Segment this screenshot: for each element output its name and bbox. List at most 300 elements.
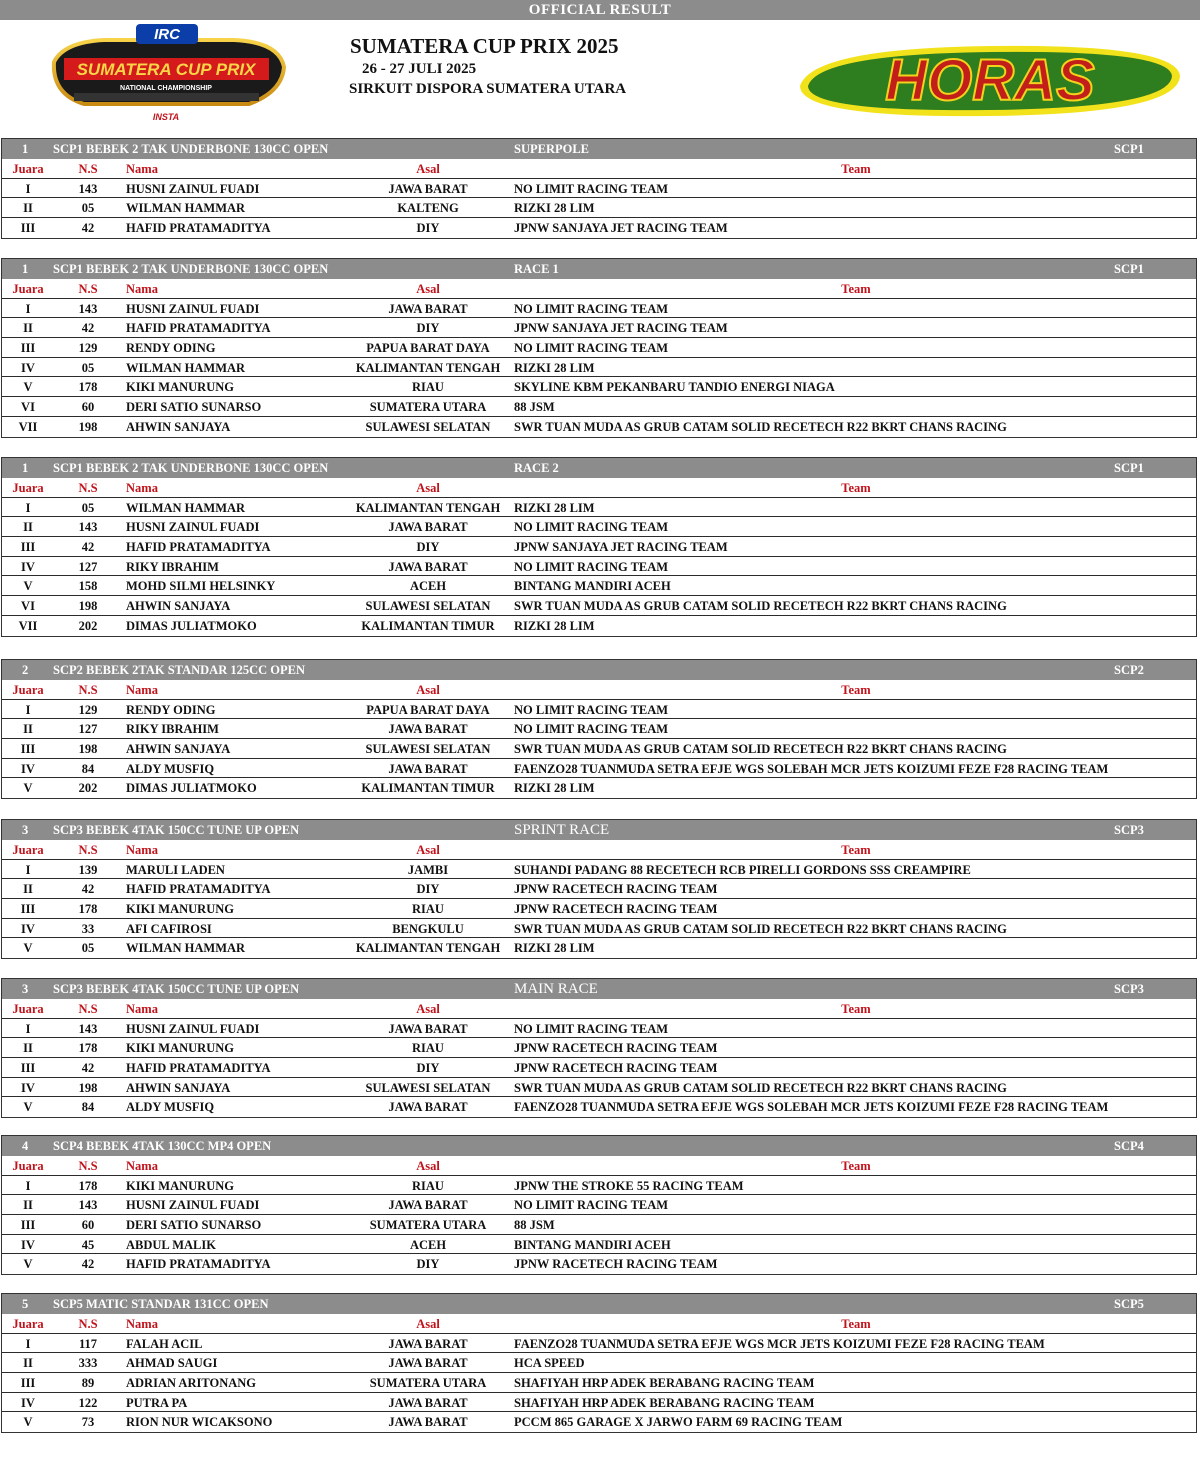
cell-name: KIKI MANURUNG	[126, 380, 234, 395]
cell-ns: 158	[78, 579, 98, 594]
column-header-name: Nama	[126, 282, 158, 296]
section-header	[2, 820, 1196, 840]
cell-pos: I	[25, 862, 31, 877]
cell-ns: 143	[78, 301, 98, 316]
column-header-row	[2, 1156, 1196, 1176]
cell-pos: V	[23, 941, 33, 956]
cell-asal: SULAWESI SELATAN	[365, 742, 491, 757]
cell-pos: IV	[21, 559, 35, 574]
cell-ns: 05	[81, 500, 95, 515]
section-header	[2, 1136, 1196, 1156]
cell-asal: JAWA BARAT	[388, 1356, 468, 1371]
column-header-pos: Juara	[12, 481, 44, 495]
column-header-team: Team	[841, 1159, 871, 1173]
column-header-pos: Juara	[12, 1317, 44, 1331]
table-row	[2, 377, 1196, 397]
cell-ns: 05	[81, 201, 95, 216]
table-row	[2, 879, 1196, 899]
class-code: SCP2	[1114, 663, 1144, 677]
column-header-pos: Juara	[12, 843, 44, 857]
class-title: SCP1 BEBEK 2 TAK UNDERBONE 130CC OPEN	[53, 262, 329, 276]
column-header-pos: Juara	[12, 683, 44, 697]
event-date: 26 - 27 JULI 2025	[362, 61, 477, 77]
cell-asal: ACEH	[409, 1237, 447, 1252]
cell-team: JPNW RACETECH RACING TEAM	[514, 902, 718, 917]
column-header-pos: Juara	[12, 162, 44, 176]
table-row	[2, 198, 1196, 218]
cell-ns: 60	[81, 400, 95, 415]
cell-ns: 202	[78, 781, 98, 796]
cell-team: SUHANDI PADANG 88 RECETECH RCB PIRELLI GORDONS SSS CREAMPIRE	[514, 862, 971, 877]
cell-pos: I	[25, 1336, 31, 1351]
cell-pos: IV	[21, 1237, 35, 1252]
cell-name: HAFID PRATAMADITYA	[126, 882, 271, 897]
column-header-row	[2, 680, 1196, 700]
cell-ns: 198	[78, 742, 98, 757]
cell-team: RIZKI 28 LIM	[514, 618, 595, 633]
class-code: SCP4	[1114, 1139, 1144, 1153]
cell-name: AHWIN SANJAYA	[126, 1080, 231, 1095]
cell-team: SWR TUAN MUDA AS GRUB CATAM SOLID RECETECH R22 BKRT CHANS RACING	[514, 1080, 1007, 1095]
table-row	[2, 397, 1196, 417]
column-header-row	[2, 159, 1196, 179]
cell-team: JPNW RACETECH RACING TEAM	[514, 882, 718, 897]
class-code: SCP3	[1114, 823, 1144, 837]
cell-ns: 117	[78, 1336, 98, 1351]
cell-pos: II	[23, 520, 33, 535]
cell-ns: 33	[81, 921, 95, 936]
class-title: SCP3 BEBEK 4TAK 150CC TUNE UP OPEN	[53, 823, 300, 837]
column-header-ns: N.S	[78, 481, 98, 495]
cell-ns: 143	[78, 181, 98, 196]
cell-ns: 143	[78, 520, 98, 535]
cell-asal: JAWA BARAT	[388, 722, 468, 737]
cell-team: RIZKI 28 LIM	[514, 360, 595, 375]
cell-ns: 127	[78, 722, 98, 737]
column-header-asal: Asal	[416, 481, 440, 495]
cell-asal: BENGKULU	[392, 921, 464, 936]
cell-asal: SULAWESI SELATAN	[365, 419, 491, 434]
cell-team: JPNW SANJAYA JET RACING TEAM	[514, 221, 728, 236]
class-number: 2	[22, 663, 29, 677]
table-row	[2, 778, 1196, 798]
cell-ns: 45	[81, 1237, 95, 1252]
horas-logo-text: HORAS	[885, 48, 1095, 113]
cell-asal: JAWA BARAT	[388, 1415, 468, 1430]
column-header-asal: Asal	[416, 683, 440, 697]
cell-name: HAFID PRATAMADITYA	[126, 540, 271, 555]
logo-brand-text: IRC	[154, 26, 180, 43]
cell-ns: 198	[78, 1080, 98, 1095]
cell-name: DERI SATIO SUNARSO	[126, 400, 262, 415]
cell-name: MARULI LADEN	[126, 862, 225, 877]
cell-ns: 333	[78, 1356, 98, 1371]
column-header-team: Team	[841, 843, 871, 857]
cell-ns: 84	[81, 761, 95, 776]
table-row	[2, 299, 1196, 319]
official-result-banner: OFFICIAL RESULT	[0, 0, 1200, 20]
table-row	[2, 700, 1196, 720]
cell-pos: V	[23, 781, 33, 796]
cell-pos: I	[25, 301, 31, 316]
cell-ns: 42	[81, 221, 95, 236]
cell-name: AHWIN SANJAYA	[126, 419, 231, 434]
logo-subtitle-text: NATIONAL CHAMPIONSHIP	[120, 85, 212, 92]
cell-pos: II	[23, 1198, 33, 1213]
cell-name: AHMAD SAUGI	[126, 1356, 218, 1371]
cell-pos: V	[23, 380, 33, 395]
cell-team: JPNW SANJAYA JET RACING TEAM	[514, 321, 728, 336]
cell-pos: VII	[18, 419, 38, 434]
table-row	[2, 1353, 1196, 1373]
cell-team: SWR TUAN MUDA AS GRUB CATAM SOLID RECETECH R22 BKRT CHANS RACING	[514, 599, 1007, 614]
cell-pos: II	[23, 201, 33, 216]
column-header-row	[2, 478, 1196, 498]
cell-asal: JAWA BARAT	[388, 181, 468, 196]
event-title: SUMATERA CUP PRIX 2025	[350, 34, 619, 58]
cell-asal: DIY	[416, 540, 440, 555]
column-header-row	[2, 999, 1196, 1019]
table-row	[2, 739, 1196, 759]
cell-name: KIKI MANURUNG	[126, 1041, 234, 1056]
table-row	[2, 338, 1196, 358]
column-header-ns: N.S	[78, 1317, 98, 1331]
class-number: 5	[22, 1297, 29, 1311]
cell-pos: II	[23, 722, 33, 737]
class-title: SCP1 BEBEK 2 TAK UNDERBONE 130CC OPEN	[53, 142, 329, 156]
column-header-asal: Asal	[416, 1002, 440, 1016]
section-header	[2, 979, 1196, 999]
cell-asal: RIAU	[412, 1041, 444, 1056]
race-label: SUPERPOLE	[514, 142, 590, 156]
cell-asal: JAWA BARAT	[388, 1336, 468, 1351]
table-row	[2, 1254, 1196, 1274]
table-row	[2, 498, 1196, 518]
cell-team: NO LIMIT RACING TEAM	[514, 341, 669, 356]
cell-asal: KALIMANTAN TENGAH	[355, 941, 501, 956]
column-header-name: Nama	[126, 843, 158, 857]
cell-ns: 42	[81, 1061, 95, 1076]
cell-team: FAENZO28 TUANMUDA SETRA EFJE WGS MCR JETS KOIZUMI FEZE F28 RACING TEAM	[514, 1336, 1045, 1351]
cell-ns: 198	[78, 419, 98, 434]
cell-pos: VI	[21, 400, 35, 415]
race-label: RACE 1	[514, 262, 559, 276]
cell-asal: KALIMANTAN TENGAH	[355, 500, 501, 515]
class-code: SCP1	[1114, 262, 1144, 276]
cell-asal: SULAWESI SELATAN	[365, 1080, 491, 1095]
cell-pos: I	[25, 181, 31, 196]
column-header-asal: Asal	[416, 1317, 440, 1331]
class-code: SCP1	[1114, 461, 1144, 475]
race-label: SPRINT RACE	[514, 822, 610, 838]
cell-ns: 05	[81, 360, 95, 375]
table-row	[2, 759, 1196, 779]
race-label: MAIN RACE	[514, 981, 598, 997]
table-row	[2, 537, 1196, 557]
cell-ns: 139	[78, 862, 98, 877]
cell-pos: III	[20, 540, 36, 555]
cell-name: WILMAN HAMMAR	[126, 500, 246, 515]
cell-pos: II	[23, 321, 33, 336]
section-header	[2, 458, 1196, 478]
cell-asal: JAWA BARAT	[388, 301, 468, 316]
table-row	[2, 1019, 1196, 1039]
table-row	[2, 318, 1196, 338]
result-section	[1, 138, 1197, 239]
cell-team: HCA SPEED	[514, 1356, 585, 1371]
cell-team: PCCM 865 GARAGE X JARWO FARM 69 RACING TEAM	[514, 1415, 843, 1430]
table-row	[2, 417, 1196, 437]
cell-team: JPNW RACETECH RACING TEAM	[514, 1061, 718, 1076]
cell-name: WILMAN HAMMAR	[126, 941, 246, 956]
class-title: SCP3 BEBEK 4TAK 150CC TUNE UP OPEN	[53, 982, 300, 996]
cell-ns: 129	[78, 702, 98, 717]
table-row	[2, 1412, 1196, 1432]
cell-pos: IV	[21, 1395, 35, 1410]
table-row	[2, 1038, 1196, 1058]
cell-team: NO LIMIT RACING TEAM	[514, 1021, 669, 1036]
table-row	[2, 1195, 1196, 1215]
horas-logo	[792, 40, 1184, 120]
logo-title-text: SUMATERA CUP PRIX	[76, 60, 256, 79]
cell-asal: SUMATERA UTARA	[369, 1376, 487, 1391]
cell-team: 88 JSM	[514, 1218, 555, 1233]
cell-ns: 60	[81, 1218, 95, 1233]
cell-asal: JAMBI	[407, 862, 449, 877]
column-header-ns: N.S	[78, 282, 98, 296]
cell-asal: KALTENG	[397, 201, 459, 216]
column-header-asal: Asal	[416, 282, 440, 296]
column-header-team: Team	[841, 1317, 871, 1331]
cell-asal: JAWA BARAT	[388, 1021, 468, 1036]
cell-asal: PAPUA BARAT DAYA	[366, 341, 490, 356]
column-header-ns: N.S	[78, 1159, 98, 1173]
cell-pos: III	[20, 902, 36, 917]
cell-team: SHAFIYAH HRP ADEK BERABANG RACING TEAM	[514, 1395, 815, 1410]
cell-asal: DIY	[416, 321, 440, 336]
class-number: 3	[22, 982, 29, 996]
cell-asal: DIY	[416, 1061, 440, 1076]
class-title: SCP5 MATIC STANDAR 131CC OPEN	[53, 1297, 269, 1311]
column-header-ns: N.S	[78, 683, 98, 697]
cell-asal: JAWA BARAT	[388, 1198, 468, 1213]
table-row	[2, 179, 1196, 199]
column-header-name: Nama	[126, 683, 158, 697]
cell-asal: SUMATERA UTARA	[369, 1218, 487, 1233]
column-header-row	[2, 279, 1196, 299]
cell-ns: 42	[81, 882, 95, 897]
cell-pos: V	[23, 1415, 33, 1430]
cell-name: HUSNI ZAINUL FUADI	[126, 301, 260, 316]
column-header-team: Team	[841, 162, 871, 176]
cell-team: BINTANG MANDIRI ACEH	[514, 579, 671, 594]
cell-team: NO LIMIT RACING TEAM	[514, 722, 669, 737]
section-header	[2, 660, 1196, 680]
cell-name: PUTRA PA	[126, 1395, 188, 1410]
cell-name: HUSNI ZAINUL FUADI	[126, 1021, 260, 1036]
cell-asal: JAWA BARAT	[388, 520, 468, 535]
cell-team: FAENZO28 TUANMUDA SETRA EFJE WGS SOLEBAH MCR JETS KOIZUMI FEZE F28 RACING TEAM	[514, 1100, 1109, 1115]
table-row	[2, 218, 1196, 238]
column-header-ns: N.S	[78, 1002, 98, 1016]
cell-ns: 178	[78, 902, 98, 917]
cell-ns: 05	[81, 941, 95, 956]
class-title: SCP1 BEBEK 2 TAK UNDERBONE 130CC OPEN	[53, 461, 329, 475]
cell-name: AHWIN SANJAYA	[126, 742, 231, 757]
cell-ns: 42	[81, 1257, 95, 1272]
table-row	[2, 596, 1196, 616]
cell-asal: SULAWESI SELATAN	[365, 599, 491, 614]
cell-team: NO LIMIT RACING TEAM	[514, 520, 669, 535]
cell-pos: IV	[21, 1080, 35, 1095]
cell-name: HAFID PRATAMADITYA	[126, 221, 271, 236]
cell-team: RIZKI 28 LIM	[514, 781, 595, 796]
cell-team: NO LIMIT RACING TEAM	[514, 301, 669, 316]
cell-pos: III	[20, 1376, 36, 1391]
result-section	[1, 819, 1197, 959]
cell-ns: 42	[81, 540, 95, 555]
cell-ns: 143	[78, 1021, 98, 1036]
cell-team: RIZKI 28 LIM	[514, 941, 595, 956]
cell-asal: JAWA BARAT	[388, 1395, 468, 1410]
cell-pos: II	[23, 1356, 33, 1371]
column-header-name: Nama	[126, 1317, 158, 1331]
cell-ns: 178	[78, 1178, 98, 1193]
cell-pos: I	[25, 500, 31, 515]
cell-name: WILMAN HAMMAR	[126, 201, 246, 216]
cell-team: JPNW SANJAYA JET RACING TEAM	[514, 540, 728, 555]
cell-name: ALDY MUSFIQ	[126, 761, 215, 776]
cell-team: 88 JSM	[514, 400, 555, 415]
table-row	[2, 919, 1196, 939]
section-header	[2, 1294, 1196, 1314]
cell-asal: KALIMANTAN TIMUR	[361, 781, 495, 796]
table-row	[2, 1334, 1196, 1354]
cell-name: ADRIAN ARITONANG	[126, 1376, 256, 1391]
cell-team: NO LIMIT RACING TEAM	[514, 1198, 669, 1213]
cell-pos: V	[23, 1257, 33, 1272]
cell-ns: 129	[78, 341, 98, 356]
cell-asal: RIAU	[412, 1178, 444, 1193]
class-number: 1	[22, 142, 29, 156]
cell-ns: 89	[81, 1376, 95, 1391]
logo-sponsor-text: INSTA	[152, 112, 180, 122]
cell-team: NO LIMIT RACING TEAM	[514, 181, 669, 196]
cell-name: KIKI MANURUNG	[126, 1178, 234, 1193]
column-header-pos: Juara	[12, 1159, 44, 1173]
cell-pos: III	[20, 1218, 36, 1233]
cell-name: AFI CAFIROSI	[126, 921, 212, 936]
cell-name: MOHD SILMI HELSINKY	[126, 579, 276, 594]
cell-pos: III	[20, 221, 36, 236]
result-section	[1, 258, 1197, 438]
column-header-asal: Asal	[416, 843, 440, 857]
cell-name: HUSNI ZAINUL FUADI	[126, 1198, 260, 1213]
table-row	[2, 1235, 1196, 1255]
table-row	[2, 517, 1196, 537]
column-header-row	[2, 840, 1196, 860]
cell-team: RIZKI 28 LIM	[514, 201, 595, 216]
cell-name: AHWIN SANJAYA	[126, 599, 231, 614]
cell-ns: 84	[81, 1100, 95, 1115]
table-row	[2, 1058, 1196, 1078]
cell-team: NO LIMIT RACING TEAM	[514, 559, 669, 574]
table-row	[2, 1176, 1196, 1196]
cell-ns: 122	[78, 1395, 98, 1410]
sumatera-cup-prix-logo	[44, 22, 289, 127]
column-header-row	[2, 1314, 1196, 1334]
cell-name: RION NUR WICAKSONO	[126, 1415, 273, 1430]
column-header-team: Team	[841, 481, 871, 495]
section-header	[2, 139, 1196, 159]
cell-pos: I	[25, 1178, 31, 1193]
column-header-team: Team	[841, 1002, 871, 1016]
cell-asal: KALIMANTAN TIMUR	[361, 618, 495, 633]
table-row	[2, 860, 1196, 880]
cell-ns: 198	[78, 599, 98, 614]
class-number: 1	[22, 262, 29, 276]
cell-name: RIKY IBRAHIM	[126, 722, 219, 737]
cell-name: DIMAS JULIATMOKO	[126, 618, 257, 633]
cell-asal: DIY	[416, 1257, 440, 1272]
race-label: RACE 2	[514, 461, 559, 475]
table-row	[2, 1373, 1196, 1393]
column-header-name: Nama	[126, 481, 158, 495]
column-header-pos: Juara	[12, 1002, 44, 1016]
cell-team: NO LIMIT RACING TEAM	[514, 702, 669, 717]
cell-name: HAFID PRATAMADITYA	[126, 1257, 271, 1272]
cell-team: SKYLINE KBM PEKANBARU TANDIO ENERGI NIAGA	[514, 380, 835, 395]
column-header-team: Team	[841, 282, 871, 296]
cell-asal: JAWA BARAT	[388, 1100, 468, 1115]
cell-team: BINTANG MANDIRI ACEH	[514, 1237, 671, 1252]
result-section	[1, 659, 1197, 799]
cell-pos: IV	[21, 761, 35, 776]
cell-pos: II	[23, 882, 33, 897]
cell-asal: SUMATERA UTARA	[369, 400, 487, 415]
column-header-asal: Asal	[416, 162, 440, 176]
cell-ns: 202	[78, 618, 98, 633]
cell-name: HAFID PRATAMADITYA	[126, 1061, 271, 1076]
column-header-pos: Juara	[12, 282, 44, 296]
cell-asal: PAPUA BARAT DAYA	[366, 702, 490, 717]
cell-pos: VII	[18, 618, 38, 633]
cell-asal: JAWA BARAT	[388, 559, 468, 574]
class-title: SCP4 BEBEK 4TAK 130CC MP4 OPEN	[53, 1139, 272, 1153]
result-section	[1, 978, 1197, 1118]
cell-ns: 127	[78, 559, 98, 574]
cell-ns: 42	[81, 321, 95, 336]
cell-pos: V	[23, 1100, 33, 1115]
table-row	[2, 358, 1196, 378]
table-row	[2, 576, 1196, 596]
cell-pos: III	[20, 1061, 36, 1076]
cell-name: KIKI MANURUNG	[126, 902, 234, 917]
cell-ns: 143	[78, 1198, 98, 1213]
cell-team: JPNW THE STROKE 55 RACING TEAM	[514, 1178, 744, 1193]
column-header-team: Team	[841, 683, 871, 697]
cell-pos: II	[23, 1041, 33, 1056]
section-header	[2, 259, 1196, 279]
table-row	[2, 1097, 1196, 1117]
cell-team: JPNW RACETECH RACING TEAM	[514, 1041, 718, 1056]
class-code: SCP5	[1114, 1297, 1144, 1311]
cell-name: ABDUL MALIK	[126, 1237, 216, 1252]
cell-pos: III	[20, 742, 36, 757]
class-number: 4	[22, 1139, 29, 1153]
cell-name: ALDY MUSFIQ	[126, 1100, 215, 1115]
table-row	[2, 557, 1196, 577]
